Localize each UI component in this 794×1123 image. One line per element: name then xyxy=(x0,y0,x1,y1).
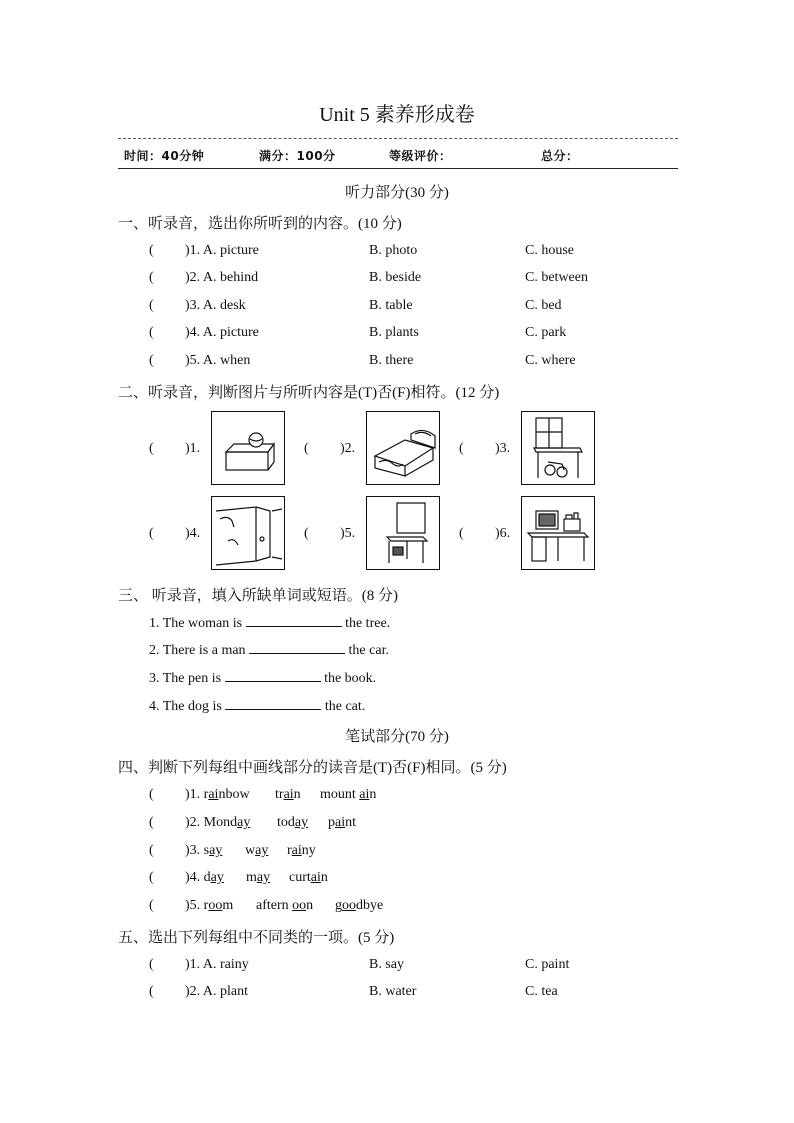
item-number: )2. xyxy=(340,441,356,456)
fill-blank[interactable] xyxy=(225,697,321,710)
answer-paren[interactable]: ( xyxy=(149,787,154,802)
answer-paren[interactable]: ( xyxy=(149,898,154,913)
answer-paren[interactable]: ( xyxy=(459,526,464,541)
word-group xyxy=(185,843,222,859)
sentence-start: 1. The woman is xyxy=(149,616,243,631)
section-5-heading: 五、选出下列每组中不同类的一项。(5 分) xyxy=(118,930,395,946)
section-2-heading: 二、听录音，判断图片与所听内容是(T)否(F)相符。(12 分) xyxy=(118,385,500,401)
word-part: nbow xyxy=(218,787,250,802)
sentence-end: the book. xyxy=(324,671,377,686)
word-part: r xyxy=(203,898,209,913)
word xyxy=(320,787,376,803)
bed-icon xyxy=(366,411,440,485)
word-part: w xyxy=(245,843,256,858)
item-number: )5. xyxy=(340,526,356,541)
page-title: Unit 5 素养形成卷 xyxy=(319,104,475,126)
option-a: )2. A. behind xyxy=(185,270,259,285)
answer-paren[interactable]: ( xyxy=(149,957,154,972)
option-b: B. beside xyxy=(369,270,422,285)
underlined-part: ai xyxy=(359,787,370,802)
word-part: d xyxy=(203,870,211,885)
item-number: )4. xyxy=(185,870,204,885)
underlined-part: ay xyxy=(209,843,223,858)
word-group xyxy=(185,815,250,831)
word-part: aftern xyxy=(256,898,293,913)
word-group xyxy=(185,870,224,886)
item-number: )1. xyxy=(185,787,204,802)
underlined-part: oo xyxy=(342,898,356,913)
word-part: tod xyxy=(277,815,295,830)
option-c: C. where xyxy=(525,353,576,368)
sentence-end: the car. xyxy=(348,643,389,658)
option-b: B. say xyxy=(369,957,404,972)
word-part: tr xyxy=(275,787,284,802)
word-part: r xyxy=(287,843,292,858)
option-a: )1. A. picture xyxy=(185,243,259,258)
word-part: Mond xyxy=(203,815,238,830)
option-a: )3. A. desk xyxy=(185,298,246,313)
word-part: p xyxy=(328,815,335,830)
header-divider xyxy=(118,168,678,169)
dashed-divider xyxy=(118,138,678,139)
answer-paren[interactable]: ( xyxy=(149,984,154,999)
listening-part-heading: 听力部分(30 分) xyxy=(345,185,449,201)
underlined-part: oo xyxy=(292,898,307,913)
list-item xyxy=(149,614,390,632)
word xyxy=(245,843,268,859)
word xyxy=(256,898,313,914)
answer-paren[interactable]: ( xyxy=(149,526,154,541)
answer-paren[interactable]: ( xyxy=(149,815,154,830)
word-part: n xyxy=(293,787,301,802)
option-b: B. plants xyxy=(369,325,419,340)
answer-paren[interactable]: ( xyxy=(149,870,154,885)
answer-paren[interactable]: ( xyxy=(149,298,154,313)
underlined-part: ai xyxy=(335,815,346,830)
fill-blank[interactable] xyxy=(246,614,342,627)
underlined-part: ay xyxy=(237,815,251,830)
underlined-part: ay xyxy=(210,870,224,885)
sentence-start: 3. The pen is xyxy=(149,671,222,686)
answer-paren[interactable]: ( xyxy=(149,325,154,340)
word xyxy=(328,815,356,831)
option-c: C. park xyxy=(525,325,567,340)
word xyxy=(289,870,328,886)
word-group xyxy=(185,787,250,803)
answer-paren[interactable]: ( xyxy=(304,526,309,541)
word xyxy=(277,815,308,831)
answer-paren[interactable]: ( xyxy=(149,243,154,258)
option-c: C. paint xyxy=(525,957,570,972)
answer-paren[interactable]: ( xyxy=(149,441,154,456)
option-a: )1. A. rainy xyxy=(185,957,249,972)
word-part: n xyxy=(369,787,377,802)
item-number: )5. xyxy=(185,898,204,913)
item-number: )6. xyxy=(495,526,511,541)
word-part: n xyxy=(320,870,328,885)
list-item xyxy=(149,641,389,659)
answer-paren[interactable]: ( xyxy=(149,353,154,368)
word-part: ny xyxy=(301,843,316,858)
total-label: 总分： xyxy=(541,149,579,163)
section-1-heading: 一、听录音，选出你所听到的内容。(10 分) xyxy=(118,216,402,232)
underlined-part: ai xyxy=(291,843,302,858)
box-with-ball-icon xyxy=(211,411,285,485)
answer-paren[interactable]: ( xyxy=(304,441,309,456)
item-number: )1. xyxy=(185,441,201,456)
option-b: B. there xyxy=(369,353,414,368)
option-a: )4. A. picture xyxy=(185,325,259,340)
word-part: curt xyxy=(289,870,311,885)
word-part: g xyxy=(335,898,342,913)
underlined-part: ai xyxy=(310,870,321,885)
word-part: nt xyxy=(345,815,356,830)
word xyxy=(335,898,383,914)
door-icon xyxy=(211,496,285,570)
option-c: C. bed xyxy=(525,298,562,313)
item-number: )3. xyxy=(495,441,511,456)
item-number: )2. xyxy=(185,815,204,830)
desk-window-bag-icon xyxy=(521,411,595,485)
answer-paren[interactable]: ( xyxy=(149,270,154,285)
sentence-end: the tree. xyxy=(345,616,391,631)
fill-blank[interactable] xyxy=(249,641,345,654)
option-a: )2. A. plant xyxy=(185,984,248,999)
fill-blank[interactable] xyxy=(225,669,321,682)
option-b: B. table xyxy=(369,298,413,313)
full-score-label: 满分：100分 xyxy=(259,149,336,163)
sentence-start: 4. The dog is xyxy=(149,699,222,714)
word-part: n xyxy=(306,898,314,913)
answer-paren[interactable]: ( xyxy=(459,441,464,456)
underlined-part: oo xyxy=(208,898,223,913)
list-item xyxy=(149,697,365,715)
option-b: B. photo xyxy=(369,243,418,258)
chair-icon xyxy=(366,496,440,570)
word xyxy=(246,870,270,886)
writing-part-heading: 笔试部分(70 分) xyxy=(345,729,449,745)
word xyxy=(275,787,301,803)
word-part: dbye xyxy=(356,898,384,913)
word-part: m xyxy=(246,870,257,885)
section-3-heading: 三、 听录音，填入所缺单词或短语。(8 分) xyxy=(118,588,398,604)
item-number: )3. xyxy=(185,843,204,858)
option-c: C. tea xyxy=(525,984,558,999)
word-part: s xyxy=(203,843,210,858)
word xyxy=(287,843,316,859)
list-item xyxy=(149,669,376,687)
word-part: mount xyxy=(320,787,360,802)
item-number: )4. xyxy=(185,526,201,541)
answer-paren[interactable]: ( xyxy=(149,843,154,858)
grade-label: 等级评价： xyxy=(389,149,452,163)
underlined-part: ay xyxy=(294,815,309,830)
underlined-part: ay xyxy=(255,843,269,858)
option-c: C. house xyxy=(525,243,574,258)
word-part: r xyxy=(203,787,209,802)
computer-desk-icon xyxy=(521,496,595,570)
word-group xyxy=(185,898,233,914)
option-b: B. water xyxy=(369,984,417,999)
sentence-end: the cat. xyxy=(324,699,366,714)
option-a: )5. A. when xyxy=(185,353,251,368)
time-label: 时间：40分钟 xyxy=(124,149,205,163)
underlined-part: ai xyxy=(208,787,219,802)
section-4-heading: 四、判断下列每组中画线部分的读音是(T)否(F)相同。(5 分) xyxy=(118,760,507,776)
option-c: C. between xyxy=(525,270,588,285)
word-part: m xyxy=(222,898,234,913)
sentence-start: 2. There is a man xyxy=(149,643,246,658)
underlined-part: ay xyxy=(256,870,271,885)
underlined-part: ai xyxy=(283,787,294,802)
